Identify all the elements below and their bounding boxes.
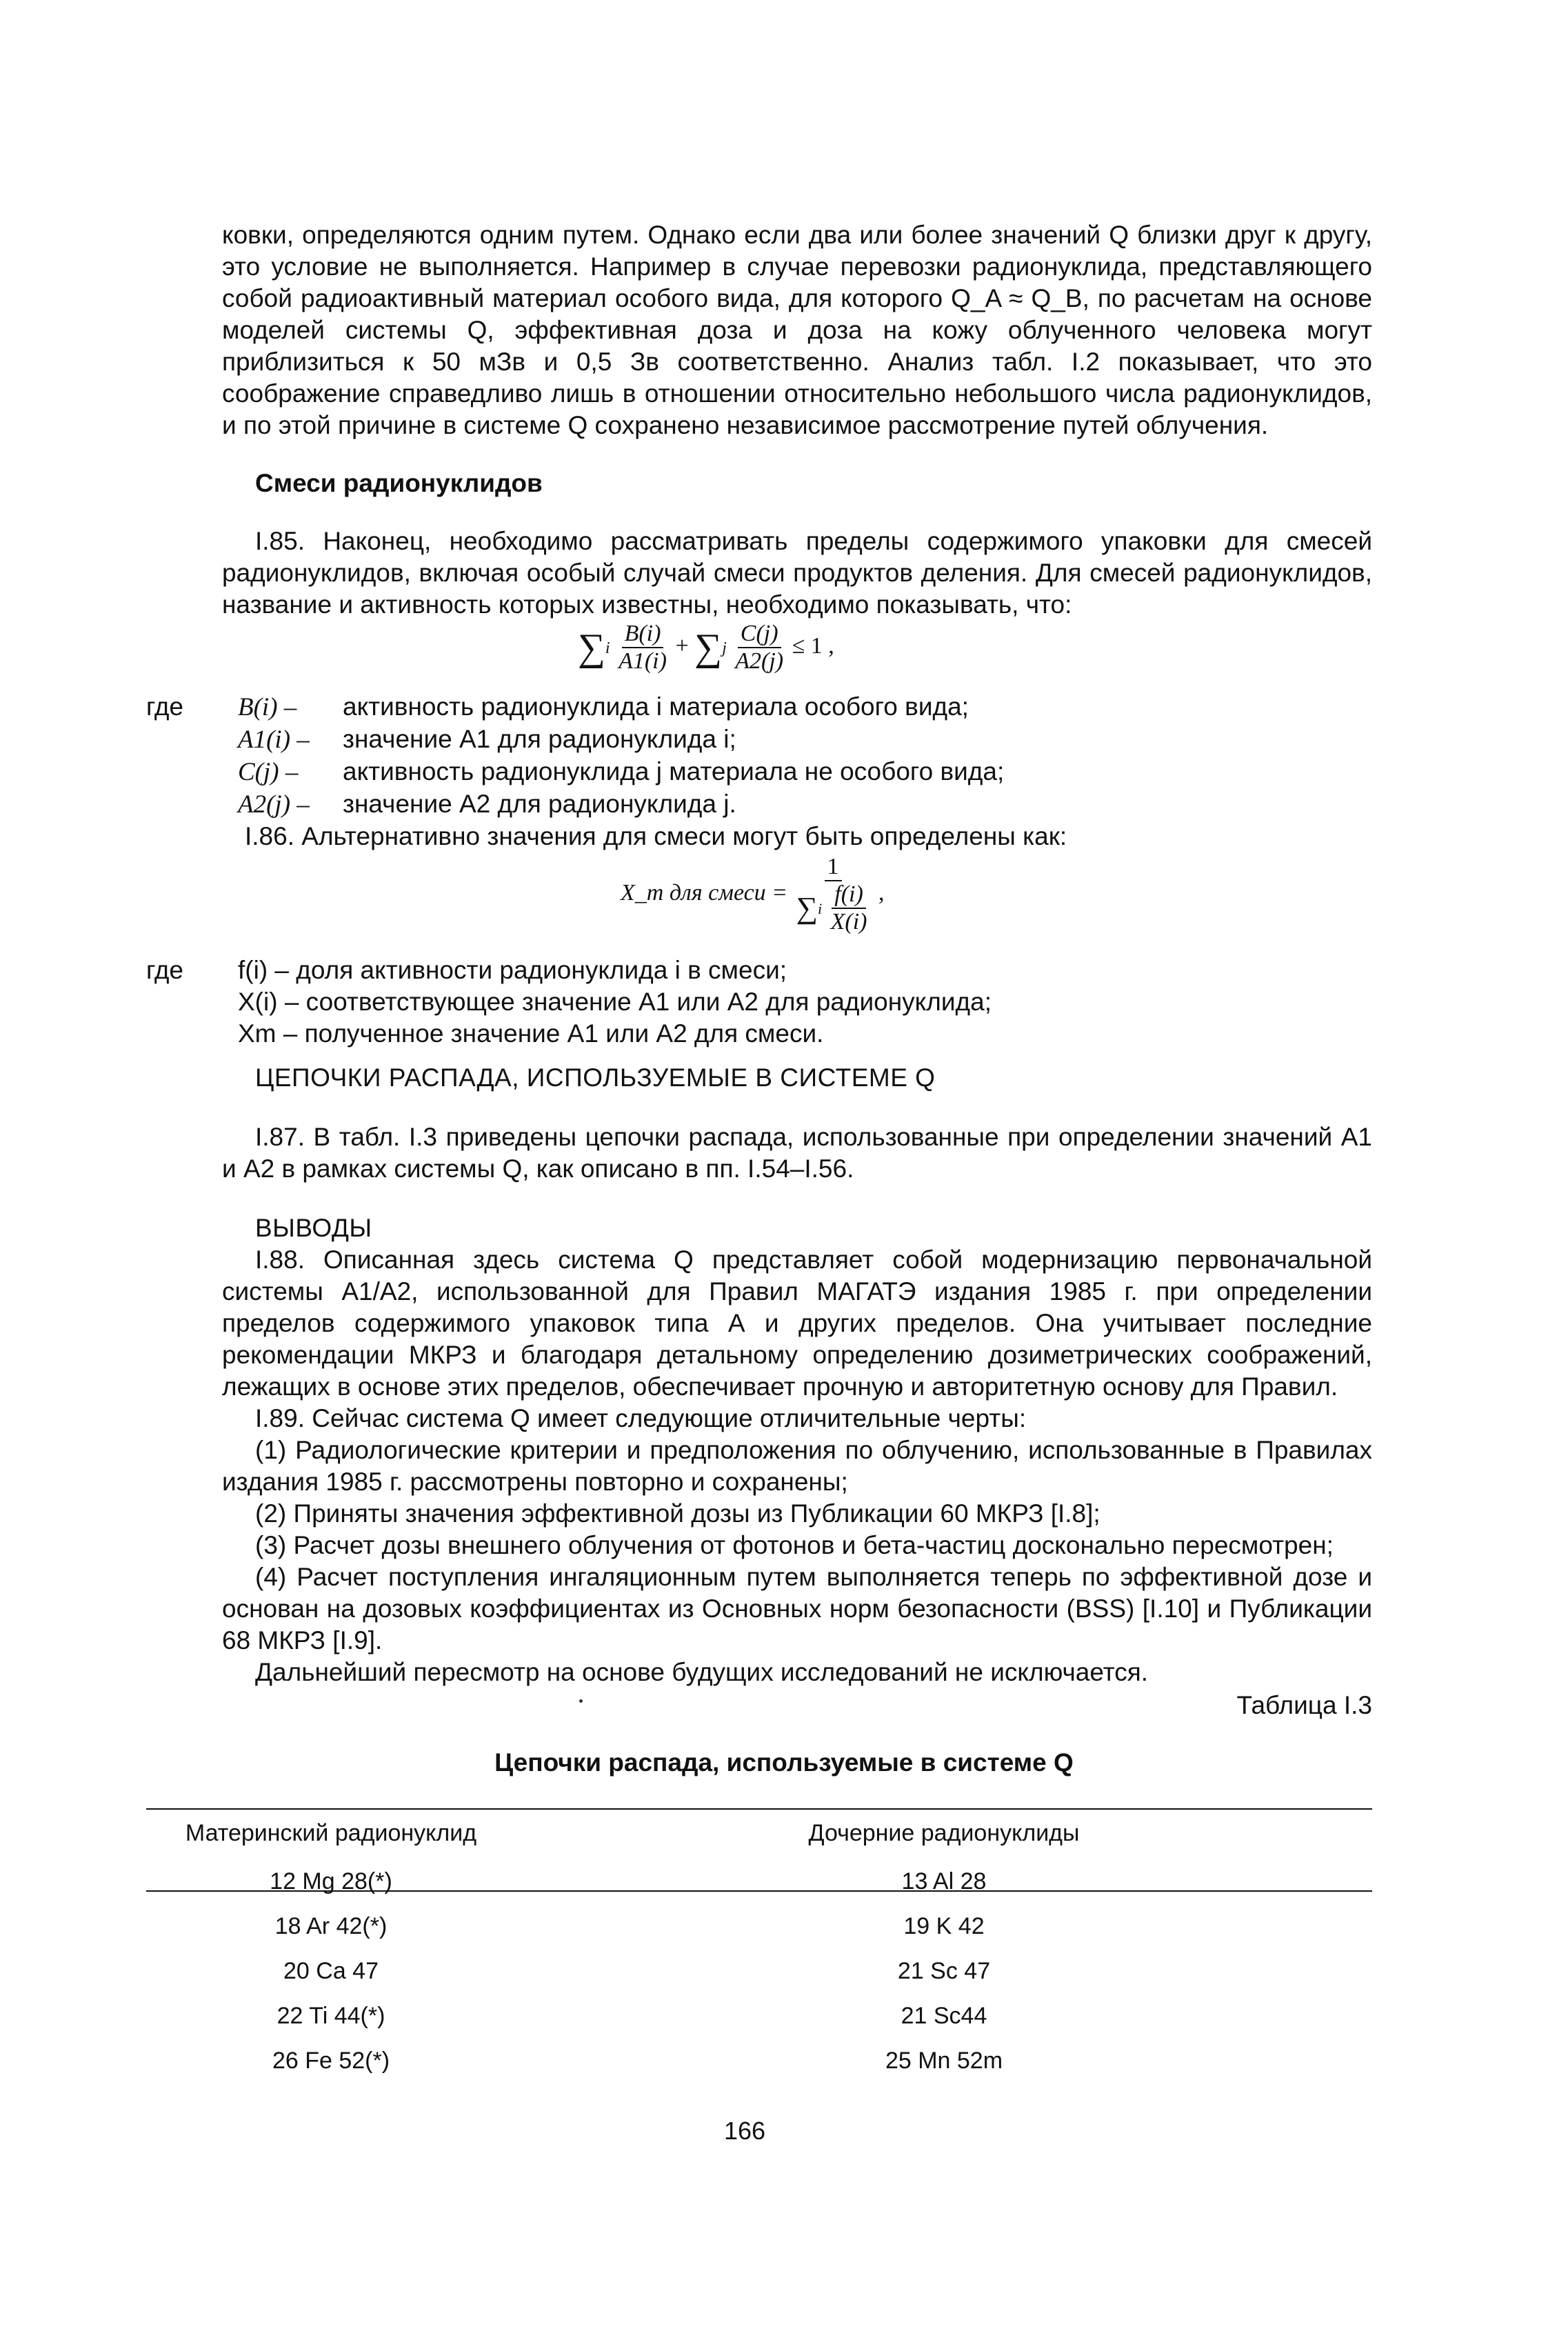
page-number: 166 xyxy=(724,2117,766,2145)
mixtures-heading: Смеси радионуклидов xyxy=(255,469,543,497)
table-top-rule xyxy=(146,1808,1372,1810)
decay-chains-table xyxy=(146,1814,1372,2083)
column-header-daughters: Дочерние радионуклиды xyxy=(808,1820,1080,1846)
fraction-c-over-a2: $\frac{C(j)}{A2(j)}$ xyxy=(735,621,784,674)
table-label: Таблица I.3 xyxy=(1236,1691,1372,1719)
table-header-row xyxy=(146,1814,1372,1852)
body-text-2 xyxy=(222,1062,1372,1688)
fraction-xm: 1 ∑i $\frac{f(i)}{X(i)}$ xyxy=(796,854,867,934)
paragraph-i85: I.85. Наконец, необходимо рассматривать пределы содержимого упаковки для смесей радионуклидов, включая особый случай смеси продуктов деления. Для смесей радионуклидов, название и активность которых известны, необходимо показывать, что: xyxy=(222,527,1372,619)
body-text xyxy=(222,219,1372,621)
sum-symbol: ∑ xyxy=(578,626,605,669)
daughter-cell: 21 Sc44 xyxy=(901,2003,987,2029)
table-title: Цепочки распада, используемые в системе Q xyxy=(494,1748,1074,1777)
conclusions-heading: ВЫВОДЫ xyxy=(255,1214,372,1242)
definition-item: f(i) – доля активности радионуклида i в смеси; xyxy=(238,956,787,984)
parent-cell: 22 Ti 44(*) xyxy=(277,2003,385,2029)
parent-cell: 20 Ca 47 xyxy=(283,1958,379,1984)
paragraph-i89: I.89. Сейчас система Q имеет следующие отличительные черты: xyxy=(255,1404,1027,1432)
table-row xyxy=(146,1994,1372,2039)
definition-item: C(j) – активность радионуклида j материала не особого вида; xyxy=(238,757,1005,786)
where-label: где xyxy=(146,956,184,984)
definition-item: B(i) – активность радионуклида i материала особого вида; xyxy=(238,692,969,721)
feature-item: (3) Расчет дозы внешнего облучения от фотонов и бета-частиц досконально пересмотрен; xyxy=(255,1531,1334,1559)
definitions-list-2 xyxy=(238,954,992,1050)
feature-item: (4) Расчет поступления ингаляционным путем выполняется теперь по эффективной дозе и основан на дозовых коэффициентах из Основных норм безопасности (BSS) [I.10] и Публикации 68 МКРЗ [I.9]. xyxy=(222,1563,1372,1654)
paragraph-i88: I.88. Описанная здесь система Q представляет собой модернизацию первоначальной системы A1/A2, использованной для Правил МАГАТЭ издания 1985 г. при определении пределов содержимого упаковок типа А и других пределов. Она учитывает последние рекомендации МКРЗ и благодаря детальному определению дозиметрических соображений, лежащих в основе этих пределов, обеспечивает прочную и авторитетную основу для Правил. xyxy=(222,1246,1372,1401)
feature-item: (1) Радиологические критерии и предположения по облучению, использованные в Правилах издания 1985 г. рассмотрены повторно и сохранены; xyxy=(222,1436,1372,1496)
intro-paragraph: ковки, определяются одним путем. Однако если два или более значений Q близки друг к другу, это условие не выполняется. Например в случае перевозки радионуклида, представляющего собой радиоактивный материал особого вида, для которого Q_A ≈ Q_B, по расчетам на основе моделей системы Q, эффективная доза и доза на кожу облученного человека могут приблизиться к 50 мЗв и 0,5 Зв соответственно. Анализ табл. I.2 показывает, что это соображение справедливо лишь в отношении относительно небольшого числа радионуклидов, и по этой причине в системе Q сохранено независимое рассмотрение путей облучения. xyxy=(222,221,1372,439)
definition-item: Xm – полученное значение A1 или A2 для смеси. xyxy=(238,1019,824,1048)
stray-dot xyxy=(579,1699,583,1703)
daughter-cell: 19 K 42 xyxy=(903,1913,985,1939)
sum-symbol: ∑ xyxy=(694,626,723,669)
daughter-cell: 25 Mn 52m xyxy=(885,2048,1003,2074)
paragraph-i86: I.86. Альтернативно значения для смеси могут быть определены как: xyxy=(245,822,1067,850)
parent-cell: 12 Mg 28(*) xyxy=(270,1868,392,1894)
mixture-sum-formula: ∑i $\frac{B(i)}{A1(i)}$ + ∑j $\frac{C(j)}{A2(j)}$ ≤ 1 , xyxy=(578,621,834,674)
parent-cell: 26 Fe 52(*) xyxy=(272,2048,390,2074)
closing-sentence: Дальнейший пересмотр на основе будущих исследований не исключается. xyxy=(255,1658,1149,1686)
column-header-parent: Материнский радионуклид xyxy=(185,1820,477,1846)
definition-item: A1(i) – значение A1 для радионуклида i; xyxy=(238,725,736,754)
decay-chains-heading: ЦЕПОЧКИ РАСПАДА, ИСПОЛЬЗУЕМЫЕ В СИСТЕМЕ Q xyxy=(255,1063,936,1092)
parent-cell: 18 Ar 42(*) xyxy=(274,1913,388,1939)
paragraph-i87: I.87. В табл. I.3 приведены цепочки распада, использованные при определении значений A1 и A2 в рамках системы Q, как описано в пп. I.54–I.56. xyxy=(222,1123,1372,1183)
daughter-cell: 13 Al 28 xyxy=(901,1868,987,1894)
feature-item: (2) Приняты значения эффективной дозы из Публикации 60 МКРЗ [I.8]; xyxy=(255,1499,1100,1528)
daughter-cell: 21 Sc 47 xyxy=(897,1958,991,1984)
table-row xyxy=(146,1949,1372,1994)
definitions-list-1 xyxy=(238,691,1067,852)
table-row xyxy=(146,1904,1372,1949)
mixture-xm-formula: X_m для смеси = 1 ∑i $\frac{f(i)}{X(i)}$ , xyxy=(621,854,885,934)
where-label: где xyxy=(146,692,184,721)
fraction-b-over-a1: $\frac{B(i)}{A1(i)}$ xyxy=(619,621,667,674)
table-row xyxy=(146,1859,1372,1904)
definition-item: X(i) – соответствующее значение A1 или A2 для радионуклида; xyxy=(238,988,992,1016)
definition-item: A2(j) – значение A2 для радионуклида j. xyxy=(238,790,736,819)
table-row xyxy=(146,2039,1372,2083)
